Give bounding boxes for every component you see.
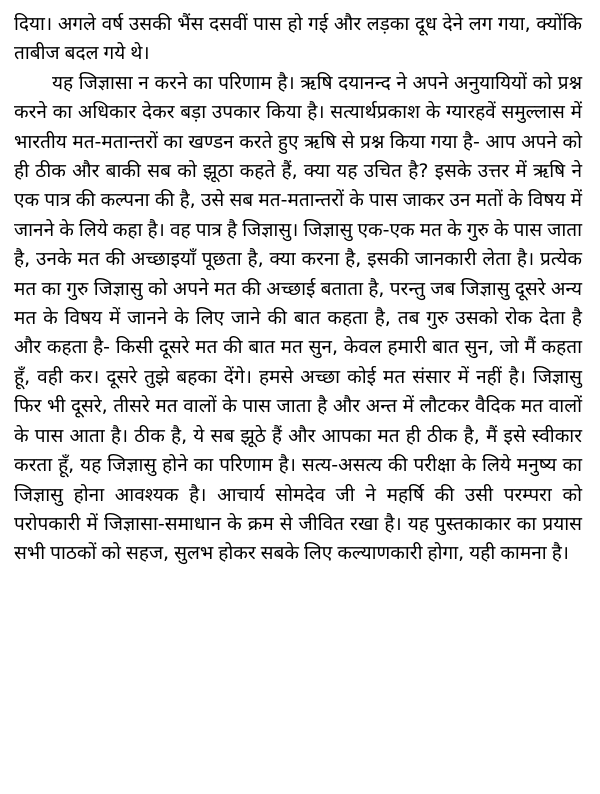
paragraph-2: यह जिज्ञासा न करने का परिणाम है। ऋषि दयानन्द ने अपने अनुयायियों को प्रश्न करने का अधिकार देकर बड़ा उपकार किया है। सत्यार्थप्रकाश के ग्यारहवें समुल्लास में भारतीय मत-मतान्तरों का खण्डन करते हुए ऋषि से प्रश्न किया गया है- आप अपने को ही ठीक और बाकी सब को झूठा कहते हैं, क्या यह उचित है? इसके उत्तर में ऋषि ने एक पात्र की कल्पना की है, उसे सब मत-मतान्तरों के पास जाकर उन मतों के विषय में जानने के लिये कहा है। वह पात्र है जिज्ञासु। जिज्ञासु एक-एक मत के गुरु के पास जाता है, उनके मत की अच्छाइयाँ पूछता है, क्या करना है, इसकी जानकारी लेता है। प्रत्येक मत का गुरु जिज्ञासु को अपने मत की अच्छाई बताता है, परन्तु जब जिज्ञासु दूसरे अन्य मत के विषय में जानने के लिए जाने की बात कहता है, तब गुरु उसको रोक देता है और कहता है- किसी दूसरे मत की बात मत सुन, केवल हमारी बात सुन, जो मैं कहता हूँ, वही कर। दूसरे तुझे बहका देंगे। हमसे अच्छा कोई मत संसार में नहीं है। जिज्ञासु फिर भी दूसरे, तीसरे मत वालों के पास जाता है और अन्त में लौटकर वैदिक मत वालों के पास आता है। ठीक है, ये सब झूठे हैं और आपका मत ही ठीक है, मैं इसे स्वीकार करता हूँ, यह जिज्ञासु होने का परिणाम है। सत्य-असत्य की परीक्षा के लिये मनुष्य का जिज्ञासु होना आवश्यक है। आचार्य सोमदेव जी ने महर्षि की उसी परम्परा को परोपकारी में जिज्ञासा-समाधान के क्रम से जीवित रखा है। यह पुस्तकाकार का प्रयास सभी पाठकों को सहज, सुलभ होकर सबके लिए कल्याणकारी होगा, यही कामना है। (14, 71, 582, 565)
paragraph-1: दिया। अगले वर्ष उसकी भैंस दसवीं पास हो गई और लड़का दूध देने लग गया, क्योंकि ताबीज बदल गये थे। (14, 13, 582, 65)
